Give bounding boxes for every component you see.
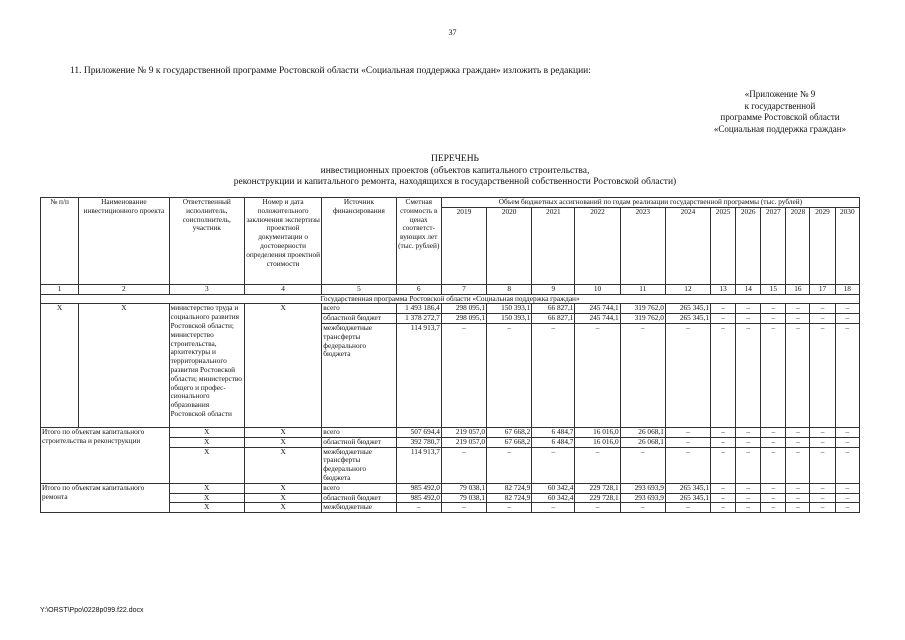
value-cell: 245 744,1 [575, 314, 620, 324]
value-cell: – [441, 323, 486, 427]
value-cell: – [786, 314, 810, 324]
appendix-label [640, 89, 905, 135]
value-cell: 82 724,9 [487, 483, 532, 493]
header-name: Наименование инвестиционного проекта [79, 198, 169, 285]
value-cell: – [736, 427, 761, 437]
appendix-line: к государственной [744, 100, 816, 111]
source-cell: межбюджетные трансферты федерального бюджета [322, 447, 396, 483]
value-cell: – [736, 314, 761, 324]
value-cell: – [736, 503, 761, 513]
value-cell: – [441, 503, 486, 513]
expertise-cell: X [244, 493, 321, 503]
header-source: Источник финансирования [322, 198, 396, 285]
executor-cell: X [169, 447, 244, 483]
cost-cell: 507 694,4 [396, 427, 441, 437]
value-cell: – [835, 437, 859, 447]
value-cell: – [786, 493, 810, 503]
value-cell: – [835, 483, 859, 493]
header-executor: Ответственный исполнитель, соисполнитель, участник [169, 198, 244, 285]
value-cell: – [786, 304, 810, 314]
value-cell: – [532, 503, 575, 513]
column-number: 16 [786, 284, 810, 294]
table-row [41, 483, 860, 493]
title-line: ПЕРЕЧЕНЬ [430, 154, 480, 164]
value-cell: 229 728,1 [575, 483, 620, 493]
value-cell: – [761, 427, 786, 437]
value-cell: 219 057,0 [441, 427, 486, 437]
file-path-footer: Y:\ORST\Ppo\0228p099.f22.docx [40, 607, 144, 614]
column-numbers-row [41, 284, 860, 294]
value-cell: – [810, 437, 835, 447]
value-cell: – [665, 447, 710, 483]
value-cell: – [711, 493, 736, 503]
value-cell: – [665, 427, 710, 437]
source-cell: всего [322, 483, 396, 493]
value-cell: – [736, 493, 761, 503]
header-year: 2024 [665, 207, 710, 284]
value-cell: – [441, 447, 486, 483]
value-cell: – [575, 447, 620, 483]
title-line: реконструкции и капитального ремонта, находящихся в государственной собственности Ростовской области) [233, 177, 677, 187]
value-cell: – [665, 503, 710, 513]
table-row [41, 427, 860, 437]
project-name: X [79, 304, 169, 428]
source-cell: областной бюджет [322, 437, 396, 447]
cost-cell: 392 780,7 [396, 437, 441, 447]
expertise-cell: X [244, 447, 321, 483]
value-cell: – [786, 323, 810, 427]
table-row [41, 304, 860, 314]
column-number: 3 [169, 284, 244, 294]
executor-cell: X [169, 483, 244, 493]
header-year: 2019 [441, 207, 486, 284]
value-cell: – [761, 437, 786, 447]
value-cell: 229 728,1 [575, 493, 620, 503]
value-cell: – [711, 503, 736, 513]
value-cell: – [835, 304, 859, 314]
value-cell: 67 668,2 [487, 437, 532, 447]
value-cell: – [810, 314, 835, 324]
value-cell: – [665, 437, 710, 447]
value-cell: – [786, 483, 810, 493]
executor-cell: X [169, 427, 244, 437]
column-number: 12 [665, 284, 710, 294]
value-cell: 26 068,1 [620, 437, 665, 447]
expertise-cell: X [244, 427, 321, 437]
value-cell: – [487, 447, 532, 483]
value-cell: – [786, 437, 810, 447]
value-cell: – [736, 447, 761, 483]
cost-cell: 114 913,7 [396, 447, 441, 483]
subtotal-name: Итого по объектам капитального строительства и реконструкции [41, 427, 170, 483]
column-number: 10 [575, 284, 620, 294]
value-cell: – [835, 314, 859, 324]
value-cell: 16 016,0 [575, 427, 620, 437]
program-row [41, 294, 860, 304]
column-number: 15 [761, 284, 786, 294]
value-cell: – [810, 493, 835, 503]
value-cell: 67 668,2 [487, 427, 532, 437]
executor-cell: X [169, 493, 244, 503]
value-cell: 265 345,1 [665, 304, 710, 314]
value-cell: 60 342,4 [532, 483, 575, 493]
value-cell: – [532, 323, 575, 427]
header-year: 2023 [620, 207, 665, 284]
value-cell: – [761, 314, 786, 324]
value-cell: 66 827,1 [532, 314, 575, 324]
value-cell: 60 342,4 [532, 493, 575, 503]
header-year: 2029 [810, 207, 835, 284]
header-year: 2027 [761, 207, 786, 284]
value-cell: – [620, 323, 665, 427]
expertise-cell: X [244, 483, 321, 493]
value-cell: – [620, 447, 665, 483]
cost-cell: 985 492,0 [396, 493, 441, 503]
value-cell: – [761, 304, 786, 314]
title-line: инвестиционных проектов (объектов капитального строительства, [320, 165, 590, 176]
program-title: Государственная программа Ростовской области «Социальная поддержка граждан» [41, 294, 860, 304]
value-cell: – [711, 304, 736, 314]
value-cell: 26 068,1 [620, 427, 665, 437]
executor-cell: X [169, 503, 244, 513]
value-cell: – [810, 447, 835, 483]
value-cell: 319 762,0 [620, 314, 665, 324]
value-cell: – [786, 427, 810, 437]
column-number: 18 [835, 284, 859, 294]
column-number: 13 [711, 284, 736, 294]
expertise-cell: X [244, 503, 321, 513]
value-cell: 79 038,1 [441, 483, 486, 493]
value-cell: – [810, 503, 835, 513]
value-cell: 16 016,0 [575, 437, 620, 447]
cost-cell: 1 493 186,4 [396, 304, 441, 314]
header-cost: Сметная стоимость в ценах соответст- вующих лет (тыс. рублей) [396, 198, 441, 285]
value-cell: – [711, 447, 736, 483]
source-cell: областной бюджет [322, 314, 396, 324]
value-cell: 265 345,1 [665, 314, 710, 324]
executor-cell: X [169, 437, 244, 447]
source-cell: всего [322, 304, 396, 314]
value-cell: – [810, 427, 835, 437]
column-number: 6 [396, 284, 441, 294]
value-cell: – [665, 323, 710, 427]
cost-cell: – [396, 503, 441, 513]
value-cell: – [711, 437, 736, 447]
row-num: X [41, 304, 79, 428]
value-cell: – [761, 323, 786, 427]
value-cell: 319 762,0 [620, 304, 665, 314]
cost-cell: 1 378 272,7 [396, 314, 441, 324]
value-cell: – [711, 314, 736, 324]
value-cell: – [835, 493, 859, 503]
value-cell: – [736, 437, 761, 447]
header-year: 2025 [711, 207, 736, 284]
column-number: 5 [322, 284, 396, 294]
appendix-line: «Приложение № 9 [744, 89, 816, 99]
column-number: 2 [79, 284, 169, 294]
value-cell: 6 484,7 [532, 427, 575, 437]
value-cell: – [810, 304, 835, 314]
column-number: 1 [41, 284, 79, 294]
column-number: 14 [736, 284, 761, 294]
source-cell: межбюджетные трансферты федерального бюджета [322, 323, 396, 427]
header-year: 2020 [487, 207, 532, 284]
value-cell: – [835, 323, 859, 427]
value-cell: – [487, 323, 532, 427]
value-cell: – [835, 427, 859, 437]
value-cell: 293 693,9 [620, 493, 665, 503]
value-cell: – [835, 447, 859, 483]
value-cell: – [532, 447, 575, 483]
column-number: 17 [810, 284, 835, 294]
value-cell: 219 057,0 [441, 437, 486, 447]
page-number: 37 [448, 28, 457, 37]
header-year: 2030 [835, 207, 859, 284]
value-cell: – [711, 427, 736, 437]
value-cell: 245 744,1 [575, 304, 620, 314]
value-cell: – [487, 503, 532, 513]
header-num: № п/п [41, 198, 79, 285]
cost-cell: 114 913,7 [396, 323, 441, 427]
value-cell: 6 484,7 [532, 437, 575, 447]
value-cell: – [761, 447, 786, 483]
header-expertise: Номер и дата положительного заключения экспертизы проектной документации о достоверности определения проектной стоимости [244, 198, 321, 285]
value-cell: 298 095,1 [441, 314, 486, 324]
column-number: 4 [244, 284, 321, 294]
value-cell: 82 724,9 [487, 493, 532, 503]
header-row [41, 198, 860, 208]
value-cell: 265 345,1 [665, 483, 710, 493]
subtotal-name: Итого по объектам капитального ремонта [41, 483, 170, 512]
value-cell: 150 393,1 [487, 304, 532, 314]
value-cell: 79 038,1 [441, 493, 486, 503]
appendix-line: программе Ростовской области [720, 112, 840, 122]
header-year: 2026 [736, 207, 761, 284]
value-cell: – [736, 304, 761, 314]
value-cell: 265 345,1 [665, 493, 710, 503]
header-year: 2028 [786, 207, 810, 284]
value-cell: – [786, 503, 810, 513]
executor-cell: министерство труда и социального развития Ростовской области; министерство строительства, архитектуры и территориального развития Ростовской области; министерство общего и профес- сионального образования Ростовской области [169, 304, 244, 428]
cost-cell: 985 492,0 [396, 483, 441, 493]
value-cell: – [761, 503, 786, 513]
value-cell: – [761, 483, 786, 493]
value-cell: – [761, 493, 786, 503]
value-cell: 150 393,1 [487, 314, 532, 324]
value-cell: – [786, 447, 810, 483]
header-volume: Объем бюджетных ассигнований по годам реализации государственной программы (тыс. рублей) [441, 198, 859, 208]
value-cell: – [810, 323, 835, 427]
source-cell: межбюджетные [322, 503, 396, 513]
value-cell: – [810, 483, 835, 493]
value-cell: 66 827,1 [532, 304, 575, 314]
value-cell: – [711, 323, 736, 427]
value-cell: – [736, 323, 761, 427]
header-year: 2021 [532, 207, 575, 284]
expertise-cell: X [244, 304, 321, 428]
value-cell: – [835, 503, 859, 513]
amendment-heading: 11. Приложение № 9 к государственной программе Ростовской области «Социальная поддержка граждан» изложить в редакции: [70, 66, 591, 76]
value-cell: – [620, 503, 665, 513]
header-year: 2022 [575, 207, 620, 284]
value-cell: – [736, 483, 761, 493]
source-cell: областной бюджет [322, 493, 396, 503]
value-cell: – [711, 483, 736, 493]
value-cell: 293 693,9 [620, 483, 665, 493]
source-cell: всего [322, 427, 396, 437]
column-number: 7 [441, 284, 486, 294]
column-number: 11 [620, 284, 665, 294]
expertise-cell: X [244, 437, 321, 447]
value-cell: 298 095,1 [441, 304, 486, 314]
investment-projects-table [40, 197, 860, 513]
document-title [40, 154, 870, 189]
column-number: 8 [487, 284, 532, 294]
column-number: 9 [532, 284, 575, 294]
appendix-line: «Социальная поддержка граждан» [713, 123, 847, 134]
value-cell: – [575, 503, 620, 513]
value-cell: – [575, 323, 620, 427]
